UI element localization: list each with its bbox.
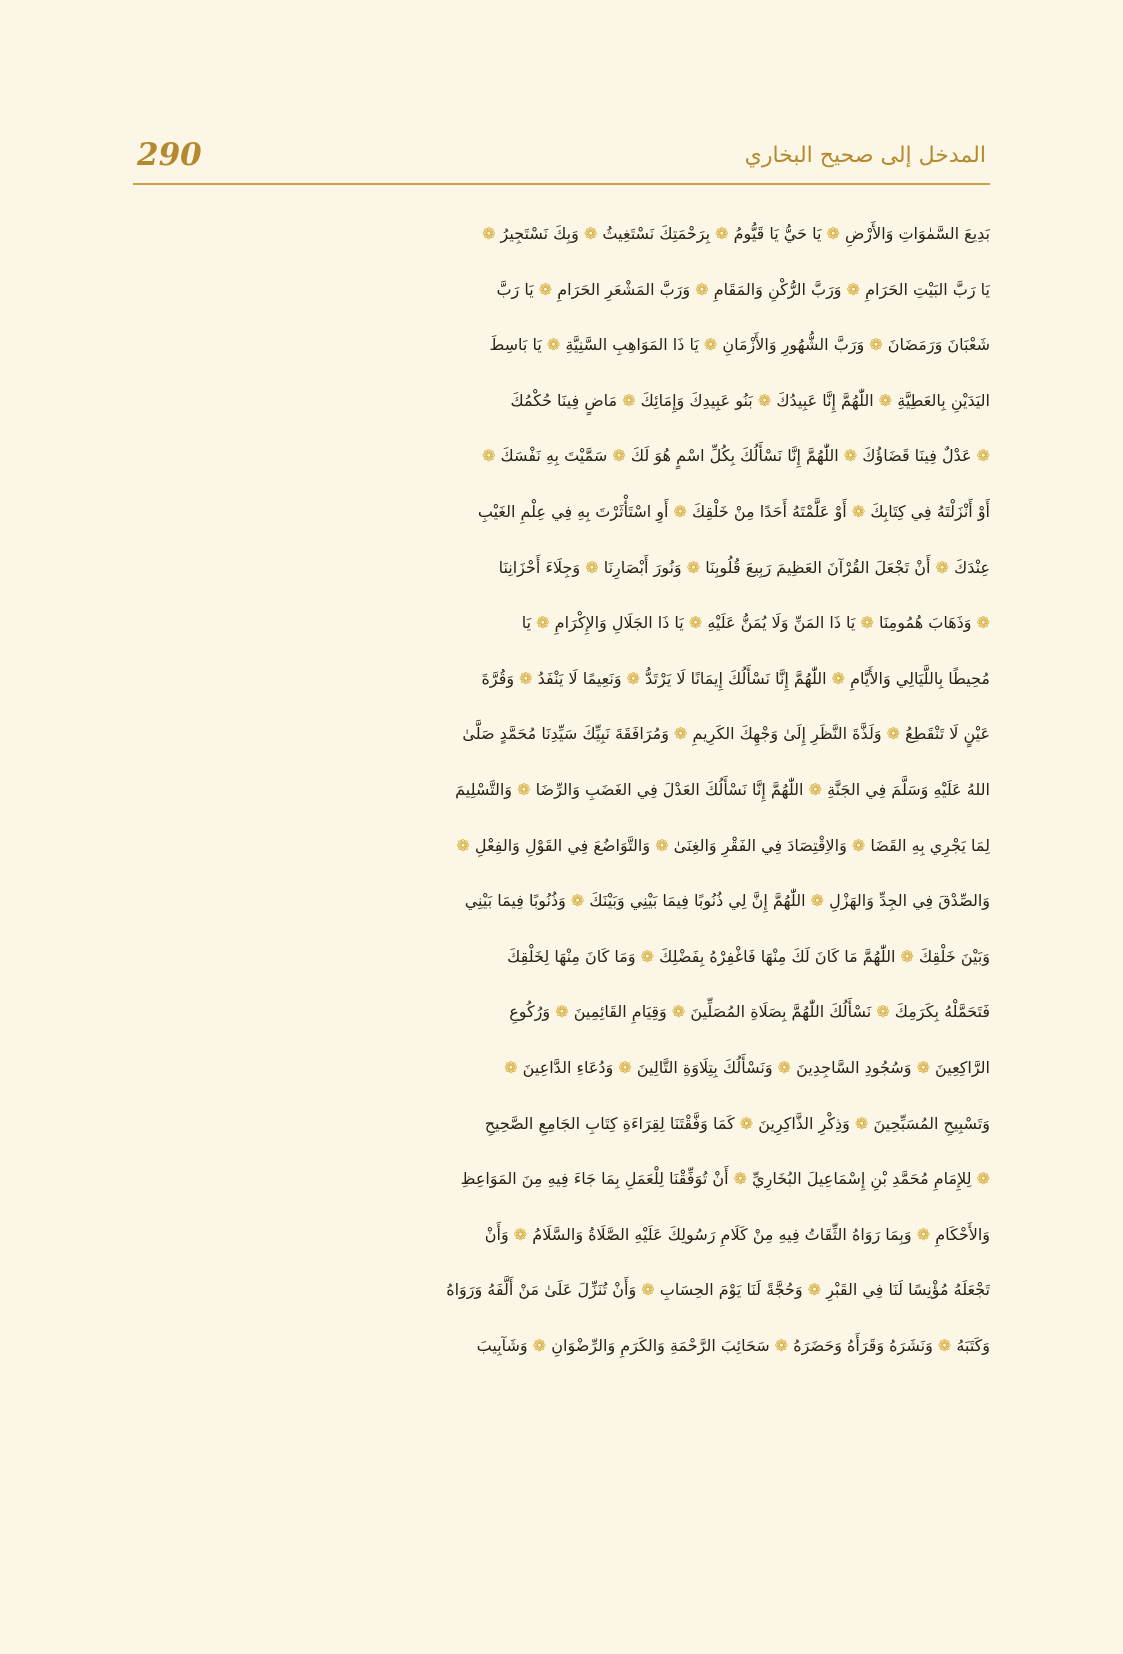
flower-separator-icon: ❁ (695, 279, 709, 299)
text-line: عَيْنٍ لَا تَنْقَطِعُ ❁ وَلَذَّةَ النَّظَرِ إِلَىٰ وَجْهِكَ الكَرِيمِ ❁ وَمُرَافَقَةَ نَبِيِّكَ سَيِّدِنَا مُحَمَّدٍ صَلَّىٰ (462, 724, 990, 744)
text-line: مُحِيطًا بِاللَّيَالِي وَالأَيَّامِ ❁ اللّٰهُمَّ إِنَّا نَسْأَلُكَ إِيمَانًا لَا يَرْتَدُّ ❁ وَنَعِيمًا لَا يَنْفَدُ ❁ وَقُرَّةَ (481, 668, 990, 688)
flower-separator-icon: ❁ (674, 724, 688, 744)
flower-separator-icon: ❁ (831, 668, 846, 688)
flower-separator-icon: ❁ (622, 390, 636, 410)
flower-separator-icon: ❁ (777, 1057, 792, 1077)
flower-separator-icon: ❁ (456, 835, 470, 855)
flower-separator-icon: ❁ (846, 279, 861, 299)
flower-separator-icon: ❁ (546, 335, 561, 355)
text-line: اليَدَيْنِ بِالعَطِيَّةِ ❁ اللّٰهُمَّ إِنَّا عَبِيدُكَ ❁ بَنُو عَبِيدِكَ وَإِمَائِكَ ❁ مَاضٍ فِينَا حُكْمُكَ (510, 390, 990, 410)
text-line: يَا رَبَّ البَيْتِ الحَرَامِ ❁ وَرَبَّ الرُّكْنِ وَالمَقَامِ ❁ وَرَبَّ المَشْعَرِ الحَرَامِ ❁ يَا رَبَّ (496, 279, 990, 299)
flower-separator-icon: ❁ (860, 613, 874, 633)
flower-separator-icon: ❁ (739, 1113, 754, 1133)
text-line: وَبَيْنَ خَلْقِكَ ❁ اللّٰهُمَّ مَا كَانَ لَكَ مِنْهَا فَاغْفِرْهُ بِفَضْلِكَ ❁ وَمَا كَانَ مِنْهَا لِخَلْقِكَ (507, 946, 990, 966)
text-line: بَدِيعَ السَّمٰوَاتِ وَالأَرْضِ ❁ يَا حَيُّ يَا قَيُّومُ ❁ بِرَحْمَتِكَ نَسْتَغِيثُ ❁ وَبِكَ نَسْتَجِيرُ ❁ (482, 224, 990, 243)
flower-separator-icon: ❁ (916, 1224, 931, 1244)
flower-separator-icon: ❁ (640, 946, 655, 966)
flower-separator-icon: ❁ (900, 946, 914, 966)
flower-separator-icon: ❁ (626, 668, 641, 688)
flower-separator-icon: ❁ (886, 724, 901, 744)
flower-separator-icon: ❁ (570, 891, 585, 911)
flower-separator-icon: ❁ (733, 1169, 748, 1189)
flower-separator-icon: ❁ (504, 1057, 518, 1077)
flower-separator-icon: ❁ (585, 557, 599, 577)
flower-separator-icon: ❁ (673, 501, 687, 521)
flower-separator-icon: ❁ (807, 1280, 822, 1300)
text-line: ❁ عَدْلٌ فِينَا قَضَاؤُكَ ❁ اللّٰهُمَّ إِنَّا نَسْأَلُكَ بِكُلِّ اسْمٍ هُوَ لَكَ ❁ سَمَّيْتَ بِهِ نَفْسَكَ ❁ (482, 446, 990, 466)
text-line: وَالأَحْكَامِ ❁ وَبِمَا رَوَاهُ الثِّقَاتُ فِيهِ مِنْ كَلَامِ رَسُولِكَ عَلَيْهِ الصَّلَاةُ وَالسَّلَامُ ❁ وَأَنْ (484, 1224, 990, 1244)
text-line: تَجْعَلَهُ مُؤْنِسًا لَنَا فِي القَبْرِ ❁ وَحُجَّةً لَنَا يَوْمَ الحِسَابِ ❁ وَأَنْ تُنَزِّلَ عَلَىٰ مَنْ أَلَّفَهُ وَرَوَاهُ (446, 1280, 990, 1300)
flower-separator-icon: ❁ (517, 779, 531, 799)
text-line: لِمَا يَجْرِي بِهِ القَضَا ❁ وَالاِقْتِصَادَ فِي الفَقْرِ وَالغِنَىٰ ❁ وَالتَّوَاضُعَ فِي القَوْلِ وَالفِعْلِ ❁ (456, 835, 990, 855)
flower-separator-icon: ❁ (937, 1335, 952, 1355)
text-line: وَكَتَبَهُ ❁ وَنَشَرَهُ وَقَرَأَهُ وَحَضَرَهُ ❁ سَحَائِبَ الرَّحْمَةِ وَالكَرَمِ وَالرِّضْوَانِ ❁ وَشَآبِيبَ (476, 1335, 990, 1355)
flower-separator-icon: ❁ (538, 279, 553, 299)
flower-separator-icon: ❁ (688, 613, 703, 633)
flower-separator-icon: ❁ (513, 1224, 528, 1244)
flower-separator-icon: ❁ (876, 1002, 890, 1022)
flower-separator-icon: ❁ (810, 891, 825, 911)
flower-separator-icon: ❁ (851, 501, 866, 521)
flower-separator-icon: ❁ (976, 446, 990, 466)
flower-separator-icon: ❁ (935, 557, 949, 577)
text-line: ❁ وَذَهَابَ هُمُومِنَا ❁ يَا ذَا المَنِّ وَلَا يُمَنُّ عَلَيْهِ ❁ يَا ذَا الجَلَالِ وَالإِكْرَامِ ❁ يَا (521, 613, 990, 633)
text-line: ❁ لِلإِمَامِ مُحَمَّدِ بْنِ إِسْمَاعِيلَ البُخَارِيِّ ❁ أَنْ تُوَفِّقْنَا لِلْعَمَلِ بِمَا جَاءَ فِيهِ مِنَ المَوَاعِظِ (460, 1169, 990, 1189)
flower-separator-icon: ❁ (482, 224, 496, 243)
text-line: وَالصِّدْقَ فِي الجِدِّ وَالهَزْلِ ❁ اللّٰهُمَّ إِنَّ لِي ذُنُوبًا فِيمَا بَيْنِي وَبَيْنَكَ ❁ وَذُنُوبًا فِيمَا بَيْنِي (464, 891, 990, 911)
flower-separator-icon: ❁ (774, 1335, 789, 1355)
text-line: أَوْ أَنْزَلْتَهُ فِي كِتَابِكَ ❁ أَوْ عَلَّمْتَهُ أَحَدًا مِنْ خَلْقِكَ ❁ أَوِ اسْتَأْثَرْتَ بِهِ فِي عِلْمِ الغَيْبِ (477, 501, 990, 521)
text-line: شَعْبَانَ وَرَمَضَانَ ❁ وَرَبَّ الشُّهُورِ وَالأَزْمَانِ ❁ يَا ذَا المَوَاهِبِ السَّنِيَّةِ ❁ يَا بَاسِطَ (489, 335, 990, 355)
flower-separator-icon: ❁ (916, 1057, 930, 1077)
text-line: عِنْدَكَ ❁ أَنْ تَجْعَلَ القُرْآنَ العَظِيمَ رَبِيعَ قُلُوبِنَا ❁ وَنُورَ أَبْصَارِنَا ❁ وَجِلَاءَ أَحْزَانِنَا (498, 557, 990, 577)
flower-separator-icon: ❁ (808, 779, 822, 799)
flower-separator-icon: ❁ (671, 1002, 686, 1022)
flower-separator-icon: ❁ (641, 1280, 655, 1300)
text-line: اللهُ عَلَيْهِ وَسَلَّمَ فِي الجَنَّةِ ❁ اللّٰهُمَّ إِنَّا نَسْأَلُكَ العَدْلَ فِي الغَضَبِ وَالرِّضَا ❁ وَالتَّسْلِيمَ (455, 779, 990, 799)
running-title: المدخل إلى صحيح البخاري (744, 143, 986, 168)
text-line: فَتَحَمَّلْهُ بِكَرَمِكَ ❁ نَسْأَلُكَ اللّٰهُمَّ بِصَلَاةِ المُصَلِّينَ ❁ وَقِيَامِ القَائِمِينَ ❁ وَرُكُوعِ (509, 1002, 990, 1022)
flower-separator-icon: ❁ (843, 446, 858, 466)
flower-separator-icon: ❁ (976, 613, 990, 633)
flower-separator-icon: ❁ (851, 835, 866, 855)
flower-separator-icon: ❁ (757, 390, 772, 410)
page-number: 290 (137, 137, 202, 173)
flower-separator-icon: ❁ (532, 1335, 547, 1355)
flower-separator-icon: ❁ (536, 613, 550, 633)
flower-separator-icon: ❁ (715, 224, 729, 243)
flower-separator-icon: ❁ (583, 224, 598, 243)
flower-separator-icon: ❁ (612, 446, 626, 466)
flower-separator-icon: ❁ (555, 1002, 569, 1022)
flower-separator-icon: ❁ (618, 1057, 632, 1077)
flower-separator-icon: ❁ (686, 557, 701, 577)
flower-separator-icon: ❁ (703, 335, 718, 355)
text-line: وَتَسْبِيحِ المُسَبِّحِينَ ❁ وَذِكْرِ الذَّاكِرِينَ ❁ كَمَا وَفَّقْتَنَا لِقِرَاءَةِ كِتَابِ الجَامِعِ الصَّحِيحِ (484, 1113, 990, 1133)
flower-separator-icon: ❁ (519, 668, 533, 688)
flower-separator-icon: ❁ (976, 1169, 990, 1189)
flower-separator-icon: ❁ (482, 446, 496, 466)
page-header (133, 135, 990, 185)
flower-separator-icon: ❁ (854, 1113, 869, 1133)
text-line: الرَّاكِعِينَ ❁ وَسُجُودِ السَّاجِدِينَ ❁ وَنَسْأَلُكَ بِتِلَاوَةِ التَّالِينَ ❁ وَدُعَاءِ الدَّاعِينَ ❁ (504, 1057, 990, 1077)
flower-separator-icon: ❁ (655, 835, 669, 855)
body-text (133, 206, 990, 1373)
flower-separator-icon: ❁ (826, 224, 840, 243)
flower-separator-icon: ❁ (869, 335, 883, 355)
flower-separator-icon: ❁ (878, 390, 893, 410)
